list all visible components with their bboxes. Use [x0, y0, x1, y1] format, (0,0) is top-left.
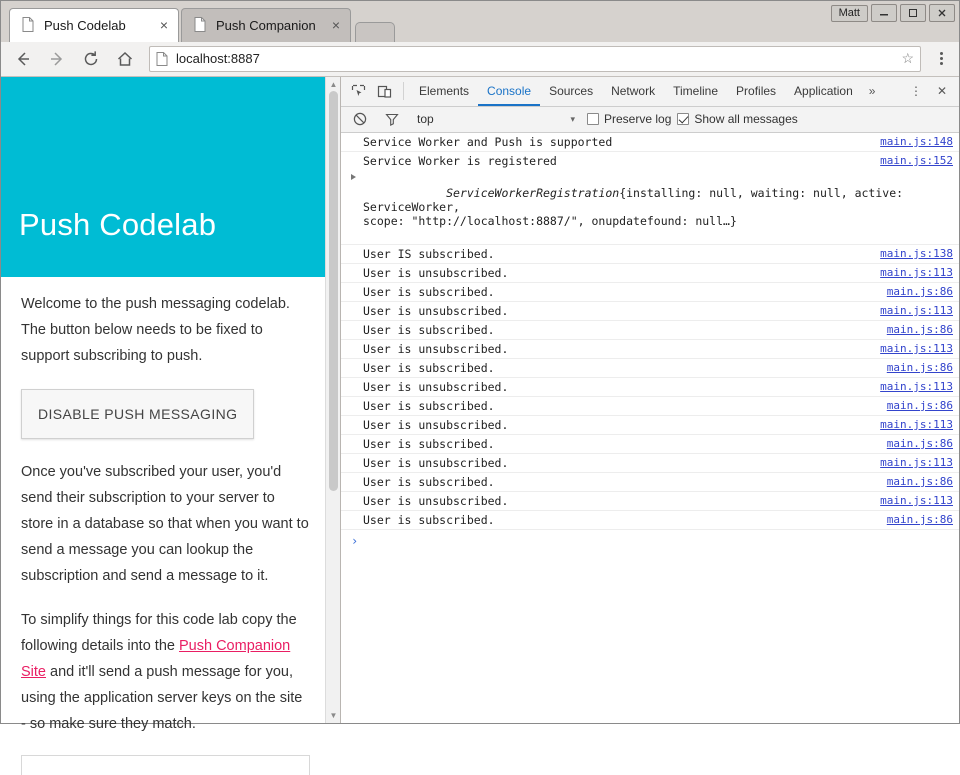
console-message: User is unsubscribed. [363, 455, 509, 470]
console-source-link[interactable]: main.js:86 [886, 512, 953, 526]
devtools-settings-icon[interactable]: ⋮ [910, 84, 922, 99]
content-area [1, 77, 959, 732]
page-title: Push Codelab [19, 206, 217, 242]
show-all-messages-checkbox[interactable] [677, 112, 797, 126]
preserve-log-label: Preserve log [604, 112, 672, 127]
minimize-icon[interactable] [871, 4, 897, 22]
object-line-2: scope: "http://localhost:8887/", onupdatefound: null…} [363, 213, 737, 228]
show-all-messages-label: Show all messages [694, 112, 798, 127]
console-message: Service Worker is registered [363, 153, 557, 168]
console-source-link[interactable]: main.js:86 [886, 436, 953, 450]
console-row[interactable] [341, 340, 959, 359]
reload-icon[interactable] [77, 45, 105, 73]
toolbar-divider [403, 82, 404, 100]
devtools-tabbar [341, 77, 959, 107]
prompt-caret-icon: › [351, 533, 359, 548]
subscription-paragraph: Once you've subscribed your user, you'd send their subscription to your server to store in a database so that when you want to send a message you can lookup the subscription and send a message to it. [21, 463, 309, 584]
console-row-object[interactable] [341, 170, 959, 245]
console-row[interactable] [341, 245, 959, 264]
console-source-link[interactable]: main.js:113 [880, 417, 953, 431]
preserve-log-checkbox[interactable] [587, 112, 671, 126]
browser-toolbar [1, 42, 959, 77]
console-prompt[interactable] [341, 530, 959, 550]
scroll-up-icon[interactable]: ▲ [329, 79, 338, 89]
console-filter-bar [341, 107, 959, 133]
console-message: User is subscribed. [363, 398, 495, 413]
console-source-link[interactable]: main.js:86 [886, 474, 953, 488]
console-row[interactable] [341, 133, 959, 152]
user-badge[interactable]: Matt [831, 5, 868, 22]
close-icon[interactable]: × [331, 17, 341, 34]
console-source-link[interactable]: main.js:148 [880, 134, 953, 148]
console-row[interactable] [341, 359, 959, 378]
console-row[interactable] [341, 321, 959, 340]
tab-console[interactable]: Console [478, 77, 540, 106]
filter-icon[interactable] [379, 106, 405, 132]
console-source-link[interactable]: main.js:138 [880, 246, 953, 260]
console-source-link[interactable]: main.js:113 [880, 265, 953, 279]
page-hero [1, 77, 326, 277]
console-message: User is unsubscribed. [363, 417, 509, 432]
console-message: User is subscribed. [363, 512, 495, 527]
more-tabs-icon[interactable]: » [868, 84, 876, 99]
console-row[interactable] [341, 264, 959, 283]
console-source-link[interactable]: main.js:86 [886, 322, 953, 336]
page-info-icon[interactable] [156, 52, 168, 66]
forward-icon[interactable] [43, 45, 71, 73]
tab-strip [1, 1, 959, 42]
console-message: User is unsubscribed. [363, 265, 509, 280]
console-source-link[interactable]: main.js:113 [880, 303, 953, 317]
console-row[interactable] [341, 378, 959, 397]
scroll-down-icon[interactable]: ▼ [329, 711, 338, 720]
window-controls [831, 4, 955, 22]
scrollbar-thumb[interactable] [329, 91, 338, 491]
console-source-link[interactable]: main.js:86 [886, 284, 953, 298]
console-source-link[interactable]: main.js:86 [886, 398, 953, 412]
companion-text-before: To simplify things for this code lab copy the following details into the [21, 611, 297, 654]
tab-title: Push Companion [216, 17, 316, 33]
checkbox-box[interactable] [677, 113, 689, 125]
console-row[interactable] [341, 511, 959, 530]
disable-push-messaging-button[interactable]: DISABLE PUSH MESSAGING [21, 389, 254, 439]
web-page [1, 77, 341, 732]
page-icon [194, 17, 208, 33]
console-message: User is unsubscribed. [363, 379, 509, 394]
companion-paragraph [21, 607, 310, 737]
home-icon[interactable] [111, 45, 139, 73]
expand-arrow-icon[interactable] [351, 174, 356, 180]
console-row[interactable] [341, 397, 959, 416]
console-row[interactable] [341, 302, 959, 321]
browser-tab-push-companion[interactable] [181, 8, 351, 42]
execution-context-select[interactable] [411, 112, 581, 126]
console-row[interactable] [341, 454, 959, 473]
console-source-link[interactable]: main.js:113 [880, 493, 953, 507]
browser-menu-icon[interactable] [931, 45, 951, 73]
bookmark-star-icon[interactable]: ☆ [901, 50, 914, 67]
console-row[interactable] [341, 283, 959, 302]
console-source-link[interactable]: main.js:113 [880, 455, 953, 469]
new-tab-button[interactable] [355, 22, 395, 42]
browser-tab-push-codelab[interactable] [9, 8, 179, 42]
tab-sources[interactable]: Sources [549, 83, 594, 98]
console-message: User is subscribed. [363, 360, 495, 375]
maximize-icon[interactable] [900, 4, 926, 22]
page-body [1, 277, 340, 775]
object-constructor-name: ServiceWorkerRegistration [446, 185, 620, 200]
tab-timeline[interactable]: Timeline [673, 83, 719, 98]
back-icon[interactable] [9, 45, 37, 73]
console-row[interactable] [341, 416, 959, 435]
tab-application[interactable]: Application [794, 83, 853, 98]
code-details-box [21, 755, 310, 775]
close-icon[interactable] [929, 4, 955, 22]
checkbox-box[interactable] [587, 113, 599, 125]
close-icon[interactable]: × [159, 17, 169, 34]
console-message: User is subscribed. [363, 322, 495, 337]
object-line-1: {installing: null, waiting: null, active: ServiceWorker, [363, 185, 910, 214]
console-source-link[interactable]: main.js:113 [880, 379, 953, 393]
console-output[interactable] [341, 133, 959, 723]
url-text[interactable]: localhost:8887 [176, 51, 260, 67]
console-source-link[interactable]: main.js:86 [886, 360, 953, 374]
devtools-close-icon[interactable]: ✕ [936, 84, 948, 99]
console-source-link[interactable]: main.js:113 [880, 341, 953, 355]
clear-console-icon[interactable] [347, 106, 373, 132]
inspect-element-icon[interactable] [345, 78, 371, 104]
address-bar[interactable] [149, 46, 921, 72]
console-message: User is unsubscribed. [363, 341, 509, 356]
tab-title: Push Codelab [44, 17, 126, 33]
chevron-down-icon[interactable]: ▾ [570, 113, 575, 124]
toggle-device-toolbar-icon[interactable] [371, 78, 397, 104]
console-message: User is unsubscribed. [363, 493, 509, 508]
devtools-panel [341, 77, 959, 723]
intro-paragraph: Welcome to the push messaging codelab. The button below needs to be fixed to support subscribing to push. [21, 295, 290, 364]
console-row[interactable] [341, 435, 959, 454]
console-message: Service Worker and Push is supported [363, 134, 613, 149]
tab-elements[interactable]: Elements [419, 83, 470, 98]
console-row[interactable] [341, 152, 959, 170]
tab-profiles[interactable]: Profiles [736, 83, 777, 98]
console-object-message [363, 172, 953, 242]
tab-network[interactable]: Network [611, 83, 656, 98]
push-companion-site-link[interactable]: Push Companion Site [21, 637, 291, 680]
companion-text-after: and it'll send a push message for you, using the application server keys on the site - so make sure they match. [21, 663, 303, 732]
console-message: User is subscribed. [363, 436, 495, 451]
console-row[interactable] [341, 492, 959, 511]
execution-context-value: top [417, 112, 434, 127]
page-icon [22, 17, 36, 33]
devtools-toolbar-right [903, 78, 955, 104]
console-source-link[interactable]: main.js:152 [880, 153, 953, 167]
console-message: User is subscribed. [363, 474, 495, 489]
console-row[interactable] [341, 473, 959, 492]
console-message: User IS subscribed. [363, 246, 495, 261]
console-message: User is unsubscribed. [363, 303, 509, 318]
console-message: User is subscribed. [363, 284, 495, 299]
page-scrollbar[interactable] [325, 77, 340, 723]
